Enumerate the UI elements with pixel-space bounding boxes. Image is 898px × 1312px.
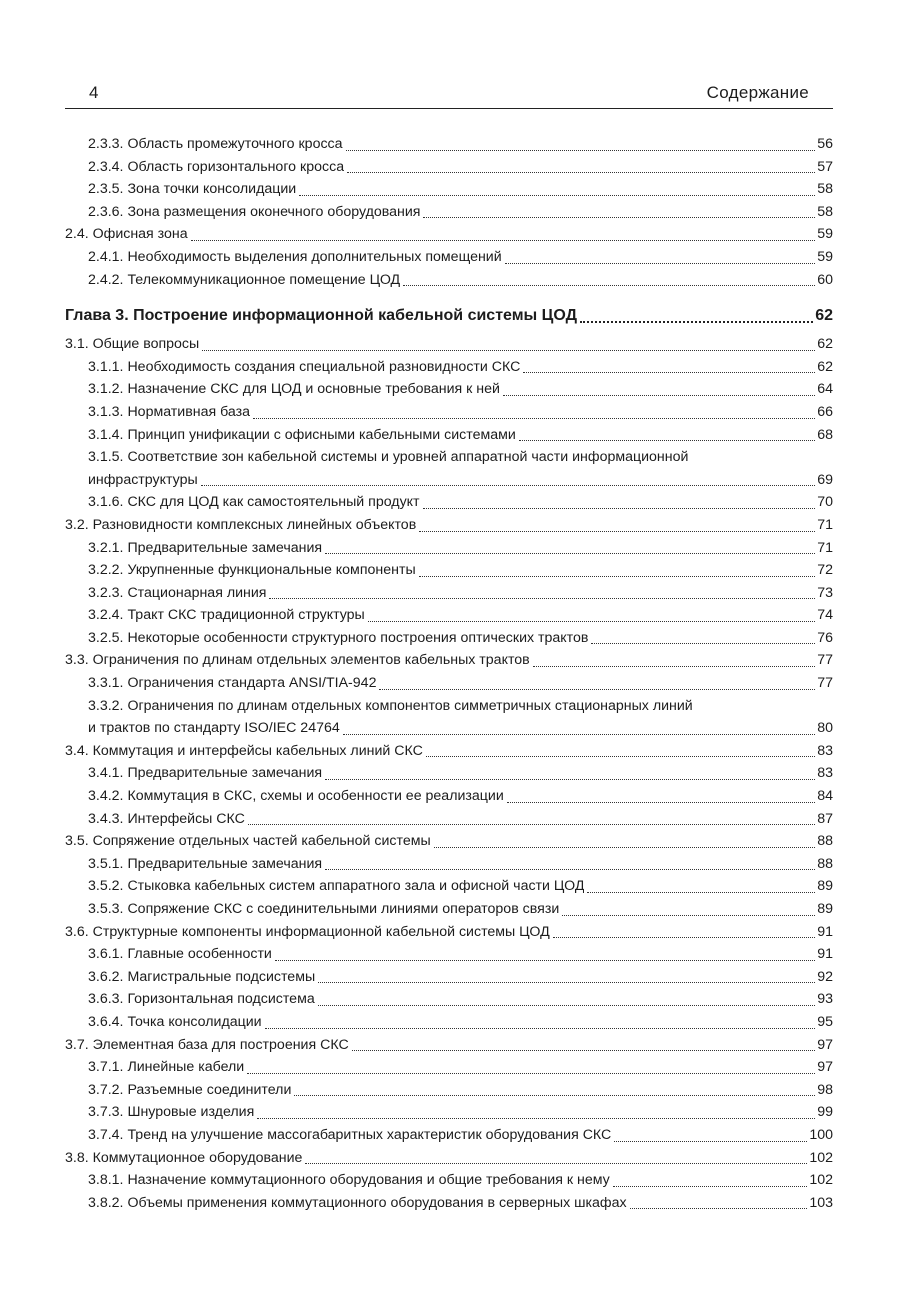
toc-entry-text: 3.2. Разновидности комплексных линейных объектов [65, 516, 417, 533]
toc-entry[interactable] [65, 1192, 833, 1215]
toc-entry-page: 69 [817, 471, 833, 488]
dot-leader [347, 171, 815, 173]
toc-entry-text: 3.5.1. Предварительные замечания [88, 855, 323, 872]
toc-entry-text: 3.4. Коммутация и интерфейсы кабельных линий СКС [65, 742, 423, 759]
toc-entry-text: 2.4. Офисная зона [65, 226, 188, 243]
dot-leader [591, 642, 815, 644]
toc-entry-text-continued: инфраструктуры [88, 471, 198, 488]
toc-entry-text: 3.1. Общие вопросы [65, 336, 200, 353]
dot-leader [201, 484, 816, 486]
toc-entry-page: 87 [817, 810, 833, 827]
dot-leader [403, 284, 815, 286]
toc-entry[interactable] [65, 1011, 833, 1034]
toc-entry-text: 3.6.4. Точка консолидации [88, 1013, 262, 1030]
dot-leader [318, 1004, 815, 1006]
dot-leader [318, 981, 815, 983]
toc-entry-page: 57 [817, 158, 833, 175]
toc-entry-page: 62 [817, 336, 833, 353]
toc-entry-text: 3.3. Ограничения по длинам отдельных элементов кабельных трактов [65, 652, 530, 669]
toc-entry[interactable] [65, 223, 833, 246]
toc-entry-page: 92 [817, 968, 833, 985]
toc-entry[interactable] [65, 401, 833, 424]
toc-entry-page: 73 [817, 584, 833, 601]
toc-entry-page: 91 [817, 946, 833, 963]
toc-entry-text-continued: и трактов по стандарту ISO/IEC 24764 [88, 720, 340, 737]
toc-entry-page: 102 [809, 1172, 833, 1189]
toc-entry-text: Глава 3. Построение информационной кабельной системы ЦОД [65, 307, 577, 325]
toc-entry-text: 3.5.3. Сопряжение СКС с соединительными линиями операторов связи [88, 901, 560, 917]
toc-entry[interactable] [65, 808, 833, 831]
toc-entry[interactable] [65, 1101, 833, 1124]
toc-entry-text: 2.3.3. Область промежуточного кросса [88, 136, 343, 152]
dot-leader [305, 1162, 807, 1164]
toc-entry[interactable] [65, 1169, 833, 1192]
toc-entry-text: 3.2.2. Укрупненные функциональные компоненты [88, 562, 416, 579]
dot-leader [325, 868, 815, 870]
toc-entry-page: 91 [817, 923, 833, 940]
dot-leader [426, 755, 815, 757]
toc-entry-text: 3.7.4. Тренд на улучшение массогабаритных характеристик оборудования СКС [88, 1126, 612, 1143]
toc-entry[interactable] [65, 695, 833, 740]
dot-leader [503, 394, 815, 396]
dot-leader [247, 1072, 815, 1074]
toc-entry[interactable] [65, 446, 833, 491]
toc-entry[interactable] [65, 830, 833, 853]
toc-entry-page: 99 [817, 1104, 833, 1121]
toc-entry[interactable] [65, 1124, 833, 1147]
toc-entry[interactable] [65, 627, 833, 650]
toc-entry[interactable] [65, 537, 833, 560]
dot-leader [325, 552, 815, 554]
toc-entry[interactable] [65, 378, 833, 401]
toc-entry-text: 3.5. Сопряжение отдельных частей кабельной системы [65, 833, 431, 850]
toc-entry-page: 77 [817, 652, 833, 669]
toc-entry-page: 59 [817, 248, 833, 265]
toc-entry-page: 68 [817, 426, 833, 443]
toc-entry[interactable] [65, 1079, 833, 1102]
toc-entry[interactable] [65, 672, 833, 695]
toc-entry[interactable] [65, 875, 833, 898]
toc-entry[interactable] [65, 1056, 833, 1079]
toc-entry-page: 93 [817, 991, 833, 1008]
toc-entry-page: 71 [817, 539, 833, 556]
toc-entry-text: 3.4.3. Интерфейсы СКС [88, 810, 245, 827]
toc-entry[interactable] [65, 269, 833, 292]
toc-entry[interactable] [65, 246, 833, 269]
dot-leader [419, 575, 816, 577]
toc-entry[interactable] [65, 988, 833, 1011]
toc-entry-text: 3.8. Коммутационное оборудование [65, 1149, 303, 1166]
toc-entry-page: 88 [817, 855, 833, 872]
toc-entry-text: 3.1.2. Назначение СКС для ЦОД и основные требования к ней [88, 381, 500, 398]
toc-entry-page: 71 [817, 516, 833, 533]
toc-entry-page: 97 [817, 1036, 833, 1053]
toc-entry-page: 60 [817, 271, 833, 288]
dot-leader [191, 239, 816, 241]
dot-leader [423, 507, 816, 509]
toc-entry[interactable] [65, 1147, 833, 1170]
dot-leader [379, 688, 815, 690]
toc-entry-text: 3.6.3. Горизонтальная подсистема [88, 991, 315, 1008]
dot-leader [434, 846, 816, 848]
dot-leader [294, 1094, 815, 1096]
toc-entry-page: 62 [817, 358, 833, 375]
toc-entry-text: 3.3.2. Ограничения по длинам отдельных компонентов симметричных стационарных линий [88, 697, 693, 714]
toc-entry-text: 3.4.1. Предварительные замечания [88, 765, 323, 782]
running-title: Содержание [706, 83, 809, 102]
toc-entry[interactable] [65, 333, 833, 356]
toc-entry-text: 2.3.4. Область горизонтального кросса [88, 158, 345, 175]
toc-entry-page: 97 [817, 1059, 833, 1076]
toc-entry-page: 84 [817, 788, 833, 805]
toc-entry[interactable] [65, 582, 833, 605]
toc-entry-page: 98 [817, 1081, 833, 1098]
dot-leader [325, 778, 815, 780]
dot-leader [505, 262, 816, 264]
toc-entry-text: 2.4.2. Телекоммуникационное помещение ЦОД [88, 271, 401, 288]
toc-entry[interactable] [65, 762, 833, 785]
dot-leader [346, 149, 816, 151]
dot-leader [562, 914, 815, 916]
toc-entry[interactable] [65, 178, 833, 201]
dot-leader [507, 801, 815, 803]
toc-entry-text: 3.7.1. Линейные кабели [88, 1059, 245, 1076]
toc-entry-page: 70 [817, 494, 833, 511]
toc-entry[interactable] [65, 604, 833, 627]
toc-entry-text: 3.2.3. Стационарная линия [88, 584, 267, 601]
toc-entry-page: 74 [817, 607, 833, 624]
toc-entry-text: 2.4.1. Необходимость выделения дополнительных помещений [88, 248, 502, 265]
dot-leader [423, 216, 815, 218]
toc-entry-page: 58 [817, 203, 833, 220]
toc-entry[interactable] [65, 943, 833, 966]
dot-leader [343, 733, 815, 735]
toc-entry-text: 3.6.1. Главные особенности [88, 946, 272, 963]
toc-entry[interactable] [65, 898, 833, 921]
dot-leader [419, 530, 815, 532]
toc-entry-page: 58 [817, 181, 833, 198]
toc-entry-text: 3.7.3. Шнуровые изделия [88, 1104, 255, 1121]
toc-entry-page: 95 [817, 1013, 833, 1030]
dot-leader [202, 349, 815, 351]
toc-entry[interactable] [65, 966, 833, 989]
toc-entry[interactable] [65, 201, 833, 224]
dot-leader [519, 439, 815, 441]
toc-entry[interactable] [65, 424, 833, 447]
dot-leader [269, 597, 815, 599]
toc-entry-page: 83 [817, 742, 833, 759]
dot-leader [613, 1185, 808, 1187]
page-number: 4 [89, 83, 99, 102]
toc-entry-page: 89 [817, 901, 833, 917]
toc-entry-page: 64 [817, 381, 833, 398]
toc-entry[interactable] [65, 785, 833, 808]
dot-leader [630, 1207, 808, 1209]
dot-leader [352, 1049, 816, 1051]
toc-entry[interactable] [65, 1034, 833, 1057]
toc-entry-page: 72 [817, 562, 833, 579]
toc-entry[interactable] [65, 921, 833, 944]
toc-entry-text: 3.1.4. Принцип унификации с офисными кабельными системами [88, 426, 516, 443]
toc-entry[interactable] [65, 853, 833, 876]
toc-entry-text: 2.3.6. Зона размещения оконечного оборудования [88, 203, 421, 220]
dot-leader [265, 1027, 816, 1029]
toc-entry-text: 3.7. Элементная база для построения СКС [65, 1036, 349, 1053]
toc-entry[interactable] [65, 356, 833, 379]
dot-leader [523, 371, 815, 373]
dot-leader [587, 891, 815, 893]
toc-entry[interactable] [65, 156, 833, 179]
toc-entry[interactable] [65, 514, 833, 537]
toc-entry-text: 3.1.5. Соответствие зон кабельной системы и уровней аппаратной части информационной [88, 449, 689, 466]
toc-entry-text: 3.3.1. Ограничения стандарта ANSI/TIA-942 [88, 675, 377, 692]
toc-entry-text: 3.4.2. Коммутация в СКС, схемы и особенности ее реализации [88, 788, 504, 805]
page-header [65, 82, 833, 109]
toc-entry-text: 3.2.5. Некоторые особенности структурного построения оптических трактов [88, 629, 589, 646]
toc-entry-text: 3.2.4. Тракт СКС традиционной структуры [88, 607, 365, 624]
dot-leader [533, 665, 816, 667]
toc-entry-page: 80 [817, 720, 833, 737]
toc-entry-page: 76 [817, 629, 833, 646]
toc-entry-page: 59 [817, 226, 833, 243]
toc-entry-text: 3.8.2. Объемы применения коммутационного оборудования в серверных шкафах [88, 1194, 627, 1211]
toc-entry[interactable] [65, 559, 833, 582]
toc-entry-text: 3.1.1. Необходимость создания специальной разновидности СКС [88, 358, 521, 375]
dot-leader [253, 417, 815, 419]
toc-entry-page: 88 [817, 833, 833, 850]
toc-entry-text: 3.2.1. Предварительные замечания [88, 539, 323, 556]
dot-leader [257, 1117, 815, 1119]
toc-entry-text: 3.5.2. Стыковка кабельных систем аппаратного зала и офисной части ЦОД [88, 878, 585, 895]
toc-entry-text: 2.3.5. Зона точки консолидации [88, 181, 297, 198]
dot-leader [614, 1140, 807, 1142]
toc-entry-page: 62 [815, 307, 833, 325]
table-of-contents [65, 133, 833, 1214]
toc-entry-page: 66 [817, 403, 833, 420]
dot-leader [553, 936, 816, 938]
dot-leader [299, 194, 815, 196]
toc-entry-page: 100 [809, 1126, 833, 1143]
toc-entry-page: 56 [817, 136, 833, 152]
toc-entry-text: 3.1.6. СКС для ЦОД как самостоятельный продукт [88, 494, 420, 511]
toc-entry[interactable] [65, 491, 833, 514]
toc-entry-text: 3.6. Структурные компоненты информационной кабельной системы ЦОД [65, 923, 550, 940]
toc-entry-text: 3.1.3. Нормативная база [88, 403, 251, 420]
dot-leader [368, 620, 815, 622]
toc-entry[interactable] [65, 740, 833, 763]
toc-entry-page: 89 [817, 878, 833, 895]
toc-entry-text: 3.7.2. Разъемные соединители [88, 1081, 292, 1098]
toc-entry-text: 3.8.1. Назначение коммутационного оборудования и общие требования к нему [88, 1172, 610, 1189]
toc-entry-text: 3.6.2. Магистральные подсистемы [88, 968, 316, 985]
toc-entry-page: 103 [809, 1194, 833, 1211]
toc-entry[interactable] [65, 133, 833, 156]
toc-entry-page: 102 [809, 1149, 833, 1166]
dot-leader [248, 823, 815, 825]
dot-leader [580, 320, 813, 323]
chapter-heading[interactable] [65, 301, 833, 330]
toc-entry-page: 77 [817, 675, 833, 692]
toc-entry-page: 83 [817, 765, 833, 782]
dot-leader [275, 959, 815, 961]
toc-entry[interactable] [65, 649, 833, 672]
